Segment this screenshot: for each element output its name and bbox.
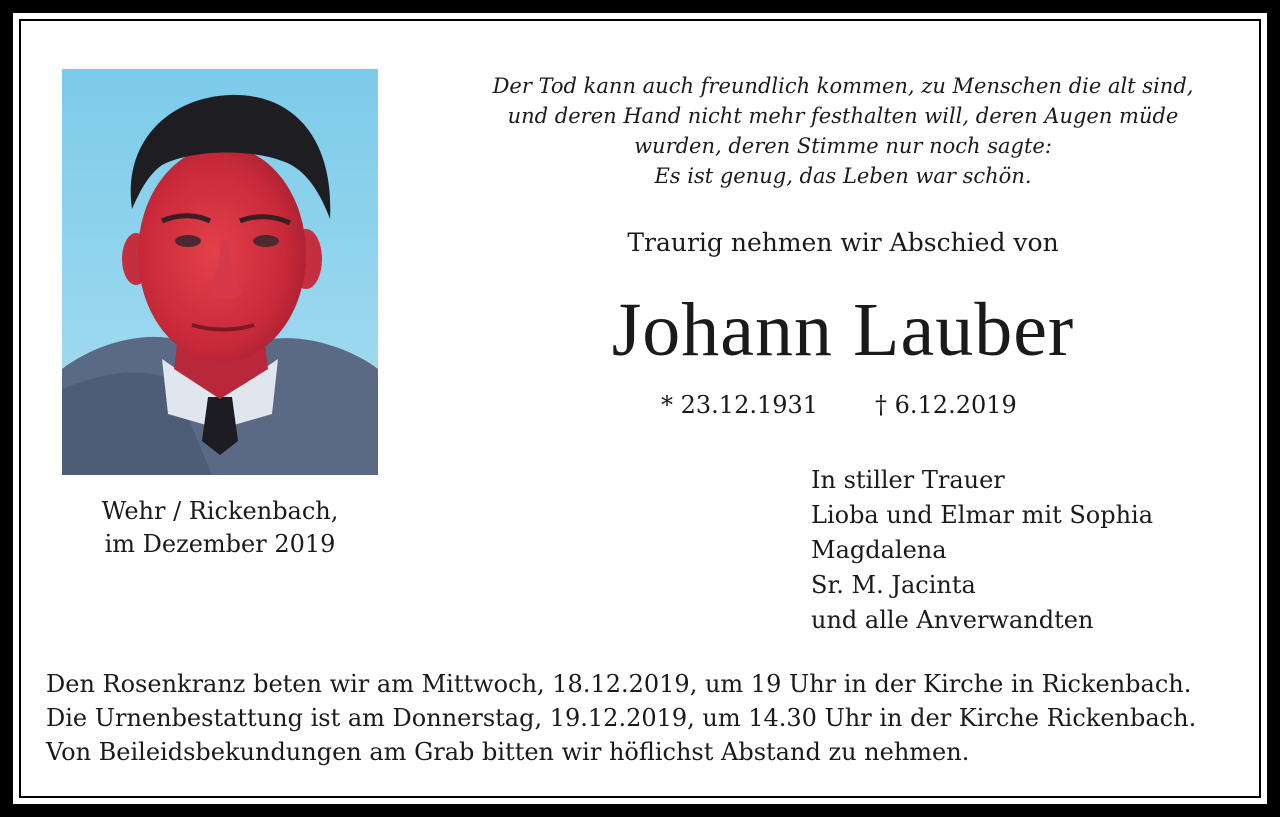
quote-line: Der Tod kann auch freundlich kommen, zu Menschen die alt sind, [492, 74, 1194, 98]
announcement-line: Die Urnenbestattung ist am Donnerstag, 19.12.2019, um 14.30 Uhr in der Kirche Rickenbach. [46, 704, 1197, 732]
quote-line: Es ist genug, das Leben war schön. [654, 164, 1032, 188]
month-line: im Dezember 2019 [104, 530, 336, 558]
mourner-line: In stiller Trauer [811, 466, 1005, 494]
mourners-list [811, 463, 1241, 638]
portrait-photo [62, 69, 378, 475]
announcement-line: Von Beileidsbekundungen am Grab bitten wir höflichst Abstand zu nehmen. [46, 738, 970, 766]
quote-line: und deren Hand nicht mehr festhalten will, deren Augen müde [507, 104, 1179, 128]
deceased-name: Johann Lauber [611, 288, 1075, 372]
obituary-notice [13, 13, 1267, 804]
announcement-line: Den Rosenkranz beten wir am Mittwoch, 18.12.2019, um 19 Uhr in der Kirche in Rickenbach. [46, 670, 1192, 698]
place-and-date [62, 495, 378, 561]
memorial-quote [453, 71, 1233, 191]
service-announcement [46, 667, 1246, 769]
quote-line: wurden, deren Stimme nur noch sagte: [634, 134, 1052, 158]
place-line: Wehr / Rickenbach, [101, 497, 339, 525]
mourner-line: Sr. M. Jacinta [811, 571, 976, 599]
mourner-line: und alle Anverwandten [811, 606, 1094, 634]
birth-date: * 23.12.1931 [661, 391, 819, 419]
mourner-line: Lioba und Elmar mit Sophia [811, 501, 1154, 529]
mourner-line: Magdalena [811, 536, 947, 564]
farewell-line: Traurig nehmen wir Abschied von [627, 228, 1059, 257]
death-date: † 6.12.2019 [875, 391, 1017, 419]
